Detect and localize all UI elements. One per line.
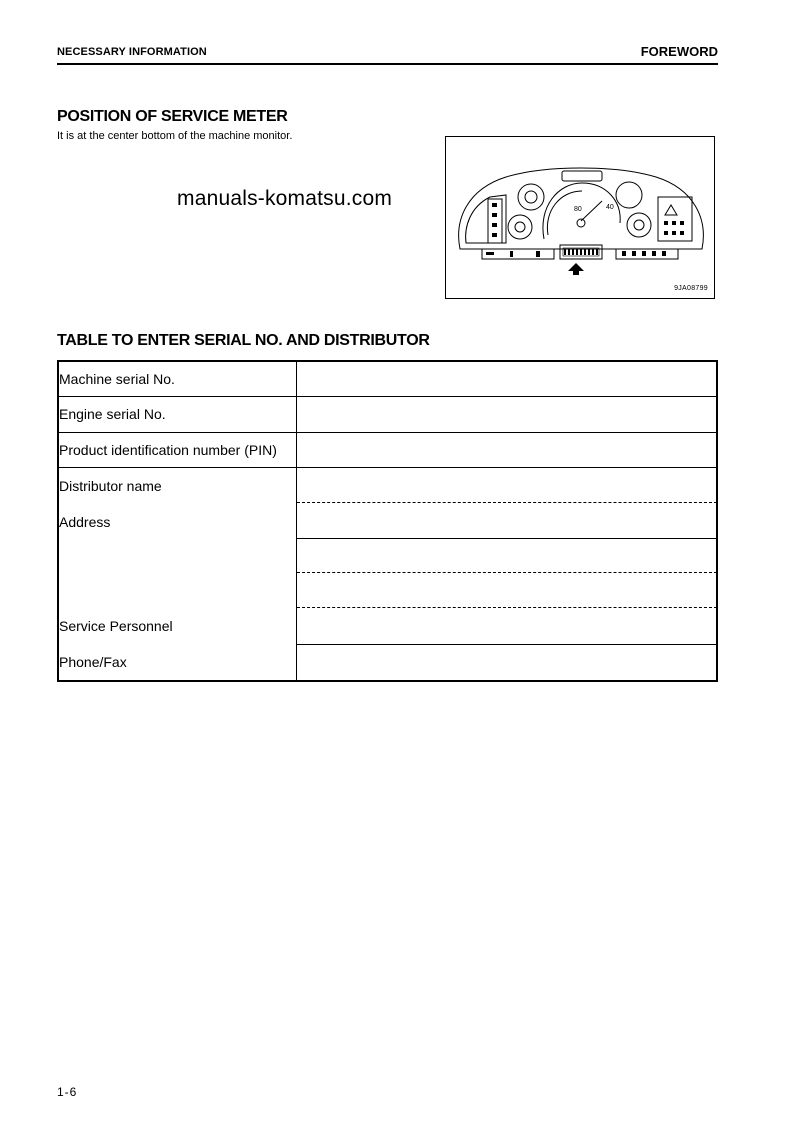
- gauge-right-top: [616, 182, 642, 208]
- table-row-divider: [57, 467, 718, 468]
- table-top-border: [57, 360, 718, 362]
- gauge-right-bottom: [627, 213, 651, 237]
- table-column-divider: [296, 360, 297, 682]
- label-distributor-name: Distributor name: [59, 478, 162, 494]
- table-dashed-divider: [297, 572, 717, 573]
- page-number: 1-6: [57, 1085, 78, 1099]
- label-machine-serial: Machine serial No.: [59, 371, 175, 387]
- table-dashed-divider: [297, 502, 717, 503]
- gauge-left-top: [518, 184, 544, 210]
- label-engine-serial: Engine serial No.: [59, 406, 166, 422]
- label-phone-fax: Phone/Fax: [59, 654, 127, 670]
- gauge-label-80: 80: [574, 206, 582, 213]
- gauge-label-40: 40: [606, 204, 614, 211]
- monitor-top-indicator: [562, 171, 602, 181]
- table-row-divider: [57, 396, 718, 397]
- label-address: Address: [59, 514, 111, 530]
- serial-distributor-table: [57, 360, 718, 682]
- label-pin: Product identification number (PIN): [59, 442, 277, 458]
- table-dashed-divider: [297, 607, 717, 608]
- service-meter-title: POSITION OF SERVICE METER: [57, 108, 288, 125]
- table-bottom-border: [57, 680, 718, 682]
- watermark-text: manuals-komatsu.com: [177, 187, 393, 210]
- machine-monitor-figure: [445, 136, 715, 299]
- header-rule: [57, 63, 718, 65]
- table-row-divider: [57, 432, 718, 433]
- header-chapter-label: FOREWORD: [640, 44, 718, 59]
- table-solid-divider: [297, 538, 717, 539]
- header-section-label: NECESSARY INFORMATION: [57, 46, 207, 58]
- figure-code: 9JA08799: [674, 285, 708, 292]
- warning-triangle-icon: [665, 205, 677, 215]
- table-right-border: [716, 360, 718, 682]
- label-service-personnel: Service Personnel: [59, 618, 173, 634]
- serial-table-title: TABLE TO ENTER SERIAL NO. AND DISTRIBUTOR: [57, 332, 430, 349]
- machine-monitor-illustration: [446, 137, 716, 300]
- service-meter-description: It is at the center bottom of the machine monitor.: [57, 130, 293, 142]
- service-meter-arrow-icon: [568, 263, 584, 275]
- table-solid-divider: [297, 644, 717, 645]
- gauge-left-bottom: [508, 215, 532, 239]
